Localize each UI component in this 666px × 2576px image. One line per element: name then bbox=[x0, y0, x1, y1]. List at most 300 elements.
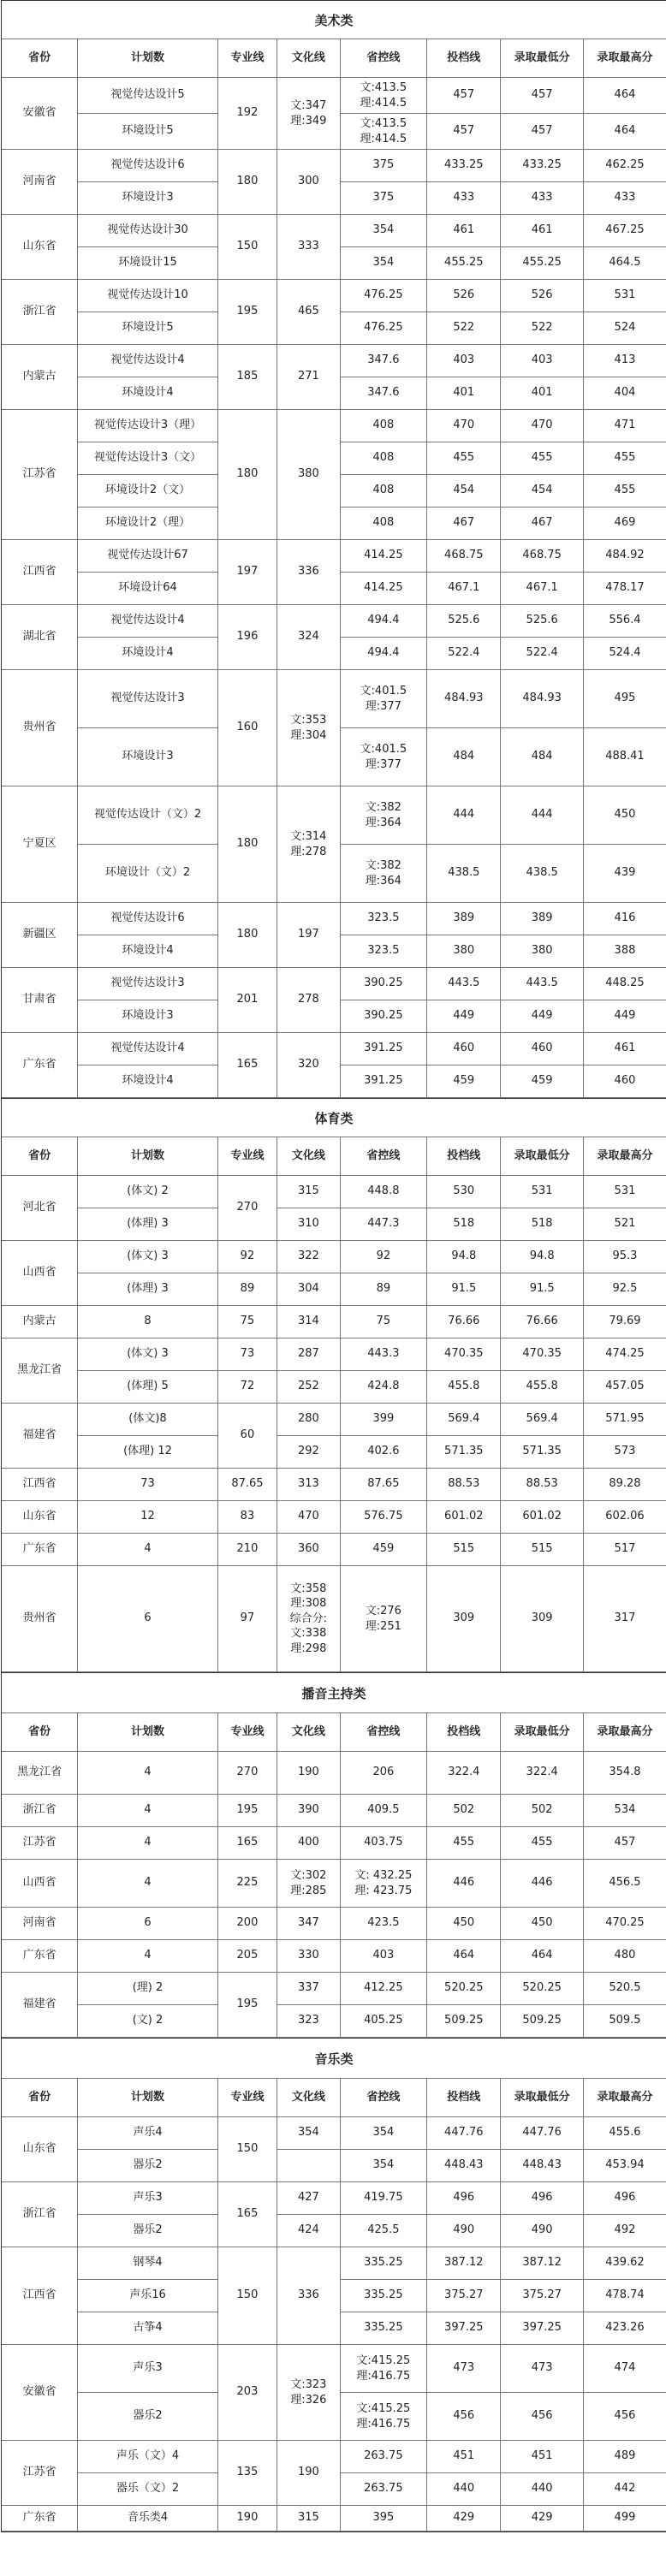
cast-line-cell: 467 bbox=[427, 507, 501, 540]
max-score-cell: 469 bbox=[583, 507, 666, 540]
plan-cell: 4 bbox=[78, 1860, 217, 1908]
plan-cell: 环境设计64 bbox=[78, 573, 217, 605]
column-header: 文化线 bbox=[277, 1713, 340, 1752]
max-score-cell: 484.92 bbox=[583, 540, 666, 573]
culture-line-cell: 197 bbox=[277, 903, 340, 968]
cast-line-cell: 473 bbox=[427, 2345, 501, 2393]
plan-cell: 器乐（文）2 bbox=[78, 2473, 217, 2506]
min-score-cell: 403 bbox=[501, 345, 584, 377]
cast-line-cell: 601.02 bbox=[427, 1501, 501, 1534]
control-line-cell: 文:401.5 理:377 bbox=[340, 670, 427, 728]
culture-line-cell: 文:347 理:349 bbox=[277, 78, 340, 150]
min-score-cell: 387.12 bbox=[501, 2247, 584, 2280]
max-score-cell: 449 bbox=[583, 1000, 666, 1033]
column-header: 省控线 bbox=[340, 1137, 427, 1176]
table-row bbox=[2, 605, 666, 638]
province-cell: 浙江省 bbox=[2, 280, 78, 345]
control-line-cell: 文:276 理:251 bbox=[340, 1566, 427, 1672]
culture-line-cell: 360 bbox=[277, 1534, 340, 1566]
min-score-cell: 451 bbox=[501, 2441, 584, 2473]
plan-cell: 环境设计3 bbox=[78, 1000, 217, 1033]
table-row bbox=[2, 410, 666, 442]
plan-cell: 4 bbox=[78, 1827, 217, 1860]
table-row bbox=[2, 1273, 666, 1306]
table-row bbox=[2, 345, 666, 377]
culture-line-cell: 427 bbox=[277, 2182, 340, 2215]
culture-line-cell: 380 bbox=[277, 410, 340, 540]
province-cell: 山东省 bbox=[2, 215, 78, 280]
culture-line-cell: 336 bbox=[277, 540, 340, 605]
plan-cell: (体理) 3 bbox=[78, 1208, 217, 1241]
cast-line-cell: 322.4 bbox=[427, 1752, 501, 1795]
cast-line-cell: 509.25 bbox=[427, 2005, 501, 2038]
max-score-cell: 464 bbox=[583, 78, 666, 114]
cast-line-cell: 438.5 bbox=[427, 845, 501, 903]
major-line-cell: 270 bbox=[217, 1176, 277, 1241]
major-line-cell: 87.65 bbox=[217, 1469, 277, 1501]
min-score-cell: 389 bbox=[501, 903, 584, 935]
max-score-cell: 499 bbox=[583, 2506, 666, 2531]
cast-line-cell: 502 bbox=[427, 1795, 501, 1827]
control-line-cell: 文: 432.25 理: 423.75 bbox=[340, 1860, 427, 1908]
control-line-cell: 354 bbox=[340, 215, 427, 247]
control-line-cell: 文:401.5 理:377 bbox=[340, 728, 427, 786]
major-line-cell: 92 bbox=[217, 1241, 277, 1273]
control-line-cell: 文:413.5 理:414.5 bbox=[340, 78, 427, 114]
province-cell: 广东省 bbox=[2, 1033, 78, 1098]
cast-line-cell: 444 bbox=[427, 786, 501, 845]
major-line-cell: 150 bbox=[217, 2117, 277, 2182]
control-line-cell: 354 bbox=[340, 2150, 427, 2182]
control-line-cell: 419.75 bbox=[340, 2182, 427, 2215]
major-line-cell: 190 bbox=[217, 2506, 277, 2531]
column-header: 投档线 bbox=[427, 39, 501, 78]
control-line-cell: 263.75 bbox=[340, 2473, 427, 2506]
max-score-cell: 471 bbox=[583, 410, 666, 442]
plan-cell: 古筝4 bbox=[78, 2312, 217, 2345]
plan-cell: (体文)8 bbox=[78, 1404, 217, 1436]
major-line-cell: 75 bbox=[217, 1306, 277, 1338]
control-line-cell: 263.75 bbox=[340, 2441, 427, 2473]
max-score-cell: 478.74 bbox=[583, 2280, 666, 2312]
control-line-cell: 390.25 bbox=[340, 1000, 427, 1033]
province-cell: 山东省 bbox=[2, 1501, 78, 1534]
cast-line-cell: 88.53 bbox=[427, 1469, 501, 1501]
cast-line-cell: 457 bbox=[427, 114, 501, 150]
control-line-cell: 文:413.5 理:414.5 bbox=[340, 114, 427, 150]
header-row bbox=[2, 1137, 666, 1176]
column-header: 省份 bbox=[2, 1137, 78, 1176]
control-line-cell: 476.25 bbox=[340, 312, 427, 345]
plan-cell: 视觉传达设计6 bbox=[78, 150, 217, 182]
table-row bbox=[2, 2005, 666, 2038]
culture-line-cell: 337 bbox=[277, 1973, 340, 2005]
cast-line-cell: 440 bbox=[427, 2473, 501, 2506]
province-cell: 湖北省 bbox=[2, 605, 78, 670]
control-line-cell: 文:382 理:364 bbox=[340, 786, 427, 845]
control-line-cell: 文:415.25 理:416.75 bbox=[340, 2393, 427, 2441]
plan-cell: 器乐2 bbox=[78, 2215, 217, 2247]
min-score-cell: 461 bbox=[501, 215, 584, 247]
cast-line-cell: 522 bbox=[427, 312, 501, 345]
culture-line-cell: 322 bbox=[277, 1241, 340, 1273]
culture-line-cell: 347 bbox=[277, 1908, 340, 1940]
table-row bbox=[2, 1338, 666, 1371]
control-line-cell: 87.65 bbox=[340, 1469, 427, 1501]
table-row bbox=[2, 1860, 666, 1908]
table-row bbox=[2, 1404, 666, 1436]
min-score-cell: 447.76 bbox=[501, 2117, 584, 2150]
plan-cell: (理) 2 bbox=[78, 1973, 217, 2005]
culture-line-cell: 424 bbox=[277, 2215, 340, 2247]
cast-line-cell: 433 bbox=[427, 182, 501, 215]
culture-line-cell: 190 bbox=[277, 1752, 340, 1795]
plan-cell: 12 bbox=[78, 1501, 217, 1534]
major-line-cell: 165 bbox=[217, 1033, 277, 1098]
column-header: 文化线 bbox=[277, 2079, 340, 2117]
column-header: 文化线 bbox=[277, 1137, 340, 1176]
culture-line-cell: 465 bbox=[277, 280, 340, 345]
table-row bbox=[2, 1973, 666, 2005]
province-cell: 内蒙古 bbox=[2, 345, 78, 410]
plan-cell: 视觉传达设计3（理） bbox=[78, 410, 217, 442]
section-title: 体育类 bbox=[2, 1098, 666, 1137]
cast-line-cell: 447.76 bbox=[427, 2117, 501, 2150]
cast-line-cell: 450 bbox=[427, 1908, 501, 1940]
column-header: 录取最高分 bbox=[583, 2079, 666, 2117]
control-line-cell: 408 bbox=[340, 410, 427, 442]
control-line-cell: 494.4 bbox=[340, 605, 427, 638]
control-line-cell: 92 bbox=[340, 1241, 427, 1273]
cast-line-cell: 433.25 bbox=[427, 150, 501, 182]
culture-line-cell: 文:353 理:304 bbox=[277, 670, 340, 786]
plan-cell: 73 bbox=[78, 1469, 217, 1501]
plan-cell: 器乐2 bbox=[78, 2150, 217, 2182]
max-score-cell: 404 bbox=[583, 377, 666, 410]
plan-cell: 视觉传达设计67 bbox=[78, 540, 217, 573]
control-line-cell: 448.8 bbox=[340, 1176, 427, 1208]
column-header: 专业线 bbox=[217, 39, 277, 78]
culture-line-cell: 313 bbox=[277, 1469, 340, 1501]
culture-line-cell: 470 bbox=[277, 1501, 340, 1534]
min-score-cell: 459 bbox=[501, 1065, 584, 1098]
control-line-cell: 399 bbox=[340, 1404, 427, 1436]
major-line-cell: 195 bbox=[217, 280, 277, 345]
control-line-cell: 424.8 bbox=[340, 1371, 427, 1404]
min-score-cell: 401 bbox=[501, 377, 584, 410]
column-header: 计划数 bbox=[78, 2079, 217, 2117]
column-header: 省控线 bbox=[340, 2079, 427, 2117]
province-cell: 贵州省 bbox=[2, 670, 78, 786]
min-score-cell: 502 bbox=[501, 1795, 584, 1827]
major-line-cell: 270 bbox=[217, 1752, 277, 1795]
cast-line-cell: 91.5 bbox=[427, 1273, 501, 1306]
province-cell: 山东省 bbox=[2, 2117, 78, 2182]
max-score-cell: 456 bbox=[583, 2393, 666, 2441]
min-score-cell: 515 bbox=[501, 1534, 584, 1566]
major-line-cell: 203 bbox=[217, 2345, 277, 2441]
min-score-cell: 484.93 bbox=[501, 670, 584, 728]
cast-line-cell: 309 bbox=[427, 1566, 501, 1672]
major-line-cell: 195 bbox=[217, 1795, 277, 1827]
header-row bbox=[2, 39, 666, 78]
min-score-cell: 433 bbox=[501, 182, 584, 215]
culture-line-cell: 292 bbox=[277, 1436, 340, 1469]
culture-line-cell: 390 bbox=[277, 1795, 340, 1827]
min-score-cell: 455 bbox=[501, 1827, 584, 1860]
column-header: 省份 bbox=[2, 2079, 78, 2117]
min-score-cell: 322.4 bbox=[501, 1752, 584, 1795]
min-score-cell: 448.43 bbox=[501, 2150, 584, 2182]
table-row bbox=[2, 2345, 666, 2393]
min-score-cell: 456 bbox=[501, 2393, 584, 2441]
min-score-cell: 531 bbox=[501, 1176, 584, 1208]
min-score-cell: 526 bbox=[501, 280, 584, 312]
plan-cell: 视觉传达设计6 bbox=[78, 903, 217, 935]
culture-line-cell: 文:323 理:326 bbox=[277, 2345, 340, 2441]
max-score-cell: 448.25 bbox=[583, 968, 666, 1000]
plan-cell: (体文) 3 bbox=[78, 1241, 217, 1273]
table-row bbox=[2, 1033, 666, 1065]
major-line-cell: 205 bbox=[217, 1940, 277, 1973]
score-table bbox=[2, 39, 666, 1098]
plan-cell: (体理) 3 bbox=[78, 1273, 217, 1306]
major-line-cell: 150 bbox=[217, 215, 277, 280]
plan-cell: 视觉传达设计4 bbox=[78, 605, 217, 638]
control-line-cell: 447.3 bbox=[340, 1208, 427, 1241]
control-line-cell: 403 bbox=[340, 1940, 427, 1973]
max-score-cell: 489 bbox=[583, 2441, 666, 2473]
plan-cell: 8 bbox=[78, 1306, 217, 1338]
min-score-cell: 601.02 bbox=[501, 1501, 584, 1534]
column-header: 录取最低分 bbox=[501, 1713, 584, 1752]
max-score-cell: 520.5 bbox=[583, 1973, 666, 2005]
min-score-cell: 467 bbox=[501, 507, 584, 540]
column-header: 投档线 bbox=[427, 1137, 501, 1176]
max-score-cell: 531 bbox=[583, 1176, 666, 1208]
culture-line-cell: 323 bbox=[277, 2005, 340, 2038]
culture-line-cell: 354 bbox=[277, 2117, 340, 2150]
section-title: 美术类 bbox=[2, 0, 666, 39]
cast-line-cell: 375.27 bbox=[427, 2280, 501, 2312]
table-row bbox=[2, 1241, 666, 1273]
min-score-cell: 454 bbox=[501, 475, 584, 507]
table-row bbox=[2, 2506, 666, 2531]
table-row bbox=[2, 2150, 666, 2182]
control-line-cell: 335.25 bbox=[340, 2280, 427, 2312]
max-score-cell: 433 bbox=[583, 182, 666, 215]
min-score-cell: 443.5 bbox=[501, 968, 584, 1000]
province-cell: 福建省 bbox=[2, 1404, 78, 1469]
score-table bbox=[2, 1712, 666, 2038]
min-score-cell: 470 bbox=[501, 410, 584, 442]
plan-cell: 钢琴4 bbox=[78, 2247, 217, 2280]
plan-cell: 4 bbox=[78, 1940, 217, 1973]
cast-line-cell: 526 bbox=[427, 280, 501, 312]
major-line-cell: 89 bbox=[217, 1273, 277, 1306]
max-score-cell: 455 bbox=[583, 475, 666, 507]
min-score-cell: 455.25 bbox=[501, 247, 584, 280]
cast-line-cell: 470.35 bbox=[427, 1338, 501, 1371]
cast-line-cell: 457 bbox=[427, 78, 501, 114]
column-header: 计划数 bbox=[78, 1713, 217, 1752]
max-score-cell: 89.28 bbox=[583, 1469, 666, 1501]
cast-line-cell: 449 bbox=[427, 1000, 501, 1033]
cast-line-cell: 467.1 bbox=[427, 573, 501, 605]
column-header: 省控线 bbox=[340, 1713, 427, 1752]
section-title: 音乐类 bbox=[2, 2038, 666, 2078]
province-cell: 广东省 bbox=[2, 2506, 78, 2531]
cast-line-cell: 455 bbox=[427, 1827, 501, 1860]
min-score-cell: 450 bbox=[501, 1908, 584, 1940]
cast-line-cell: 389 bbox=[427, 903, 501, 935]
control-line-cell: 476.25 bbox=[340, 280, 427, 312]
table-row bbox=[2, 786, 666, 845]
table-row bbox=[2, 1436, 666, 1469]
min-score-cell: 467.1 bbox=[501, 573, 584, 605]
culture-line-cell: 304 bbox=[277, 1273, 340, 1306]
plan-cell: 环境设计2（文） bbox=[78, 475, 217, 507]
plan-cell: 视觉传达设计3 bbox=[78, 968, 217, 1000]
plan-cell: 4 bbox=[78, 1795, 217, 1827]
min-score-cell: 449 bbox=[501, 1000, 584, 1033]
admission-scores-document bbox=[1, 0, 666, 2532]
control-line-cell: 391.25 bbox=[340, 1033, 427, 1065]
major-line-cell: 200 bbox=[217, 1908, 277, 1940]
min-score-cell: 470.35 bbox=[501, 1338, 584, 1371]
plan-cell: 6 bbox=[78, 1908, 217, 1940]
cast-line-cell: 443.5 bbox=[427, 968, 501, 1000]
plan-cell: 4 bbox=[78, 1752, 217, 1795]
control-line-cell: 335.25 bbox=[340, 2247, 427, 2280]
province-cell: 黑龙江省 bbox=[2, 1338, 78, 1404]
plan-cell: 环境设计5 bbox=[78, 114, 217, 150]
cast-line-cell: 94.8 bbox=[427, 1241, 501, 1273]
table-row bbox=[2, 1566, 666, 1672]
control-line-cell: 414.25 bbox=[340, 573, 427, 605]
cast-line-cell: 522.4 bbox=[427, 638, 501, 670]
province-cell: 福建省 bbox=[2, 1973, 78, 2038]
min-score-cell: 446 bbox=[501, 1860, 584, 1908]
min-score-cell: 484 bbox=[501, 728, 584, 786]
plan-cell: 视觉传达设计10 bbox=[78, 280, 217, 312]
max-score-cell: 474 bbox=[583, 2345, 666, 2393]
cast-line-cell: 455.25 bbox=[427, 247, 501, 280]
cast-line-cell: 401 bbox=[427, 377, 501, 410]
min-score-cell: 522.4 bbox=[501, 638, 584, 670]
culture-line-cell: 400 bbox=[277, 1827, 340, 1860]
plan-cell: 4 bbox=[78, 1534, 217, 1566]
cast-line-cell: 571.35 bbox=[427, 1436, 501, 1469]
culture-line-cell: 310 bbox=[277, 1208, 340, 1241]
plan-cell: 声乐3 bbox=[78, 2182, 217, 2215]
max-score-cell: 488.41 bbox=[583, 728, 666, 786]
control-line-cell: 354 bbox=[340, 2117, 427, 2150]
cast-line-cell: 520.25 bbox=[427, 1973, 501, 2005]
max-score-cell: 79.69 bbox=[583, 1306, 666, 1338]
major-line-cell: 180 bbox=[217, 150, 277, 215]
province-cell: 江西省 bbox=[2, 1469, 78, 1501]
control-line-cell: 375 bbox=[340, 150, 427, 182]
control-line-cell: 408 bbox=[340, 507, 427, 540]
plan-cell: 环境设计3 bbox=[78, 728, 217, 786]
province-cell: 江苏省 bbox=[2, 1827, 78, 1860]
major-line-cell: 180 bbox=[217, 903, 277, 968]
culture-line-cell: 314 bbox=[277, 1306, 340, 1338]
control-line-cell: 335.25 bbox=[340, 2312, 427, 2345]
cast-line-cell: 468.75 bbox=[427, 540, 501, 573]
major-line-cell: 210 bbox=[217, 1534, 277, 1566]
min-score-cell: 522 bbox=[501, 312, 584, 345]
cast-line-cell: 76.66 bbox=[427, 1306, 501, 1338]
max-score-cell: 439 bbox=[583, 845, 666, 903]
plan-cell: 器乐2 bbox=[78, 2393, 217, 2441]
cast-line-cell: 569.4 bbox=[427, 1404, 501, 1436]
control-line-cell: 412.25 bbox=[340, 1973, 427, 2005]
plan-cell: 视觉传达设计4 bbox=[78, 345, 217, 377]
cast-line-cell: 464 bbox=[427, 1940, 501, 1973]
plan-cell: 音乐类4 bbox=[78, 2506, 217, 2531]
cast-line-cell: 490 bbox=[427, 2215, 501, 2247]
column-header: 省份 bbox=[2, 39, 78, 78]
plan-cell: 视觉传达设计30 bbox=[78, 215, 217, 247]
province-cell: 山西省 bbox=[2, 1860, 78, 1908]
max-score-cell: 573 bbox=[583, 1436, 666, 1469]
province-cell: 广东省 bbox=[2, 1940, 78, 1973]
control-line-cell: 423.5 bbox=[340, 1908, 427, 1940]
max-score-cell: 462.25 bbox=[583, 150, 666, 182]
max-score-cell: 531 bbox=[583, 280, 666, 312]
plan-cell: 视觉传达设计3 bbox=[78, 670, 217, 728]
plan-cell: (体文) 3 bbox=[78, 1338, 217, 1371]
plan-cell: 视觉传达设计3（文） bbox=[78, 442, 217, 475]
min-score-cell: 496 bbox=[501, 2182, 584, 2215]
cast-line-cell: 461 bbox=[427, 215, 501, 247]
max-score-cell: 517 bbox=[583, 1534, 666, 1566]
plan-cell: 环境设计2（理） bbox=[78, 507, 217, 540]
cast-line-cell: 518 bbox=[427, 1208, 501, 1241]
plan-cell: 环境设计4 bbox=[78, 377, 217, 410]
column-header: 专业线 bbox=[217, 1137, 277, 1176]
max-score-cell: 95.3 bbox=[583, 1241, 666, 1273]
major-line-cell: 83 bbox=[217, 1501, 277, 1534]
min-score-cell: 444 bbox=[501, 786, 584, 845]
province-cell: 山西省 bbox=[2, 1241, 78, 1306]
plan-cell: 环境设计4 bbox=[78, 638, 217, 670]
max-score-cell: 450 bbox=[583, 786, 666, 845]
column-header: 专业线 bbox=[217, 1713, 277, 1752]
control-line-cell: 459 bbox=[340, 1534, 427, 1566]
table-row bbox=[2, 78, 666, 114]
table-row bbox=[2, 903, 666, 935]
major-line-cell: 185 bbox=[217, 345, 277, 410]
table-row bbox=[2, 1752, 666, 1795]
max-score-cell: 509.5 bbox=[583, 2005, 666, 2038]
max-score-cell: 492 bbox=[583, 2215, 666, 2247]
culture-line-cell: 287 bbox=[277, 1338, 340, 1371]
cast-line-cell: 380 bbox=[427, 935, 501, 968]
max-score-cell: 478.17 bbox=[583, 573, 666, 605]
column-header: 录取最低分 bbox=[501, 39, 584, 78]
major-line-cell: 180 bbox=[217, 786, 277, 903]
plan-cell: 声乐3 bbox=[78, 2345, 217, 2393]
province-cell: 内蒙古 bbox=[2, 1306, 78, 1338]
min-score-cell: 571.35 bbox=[501, 1436, 584, 1469]
min-score-cell: 490 bbox=[501, 2215, 584, 2247]
column-header: 录取最高分 bbox=[583, 1713, 666, 1752]
cast-line-cell: 470 bbox=[427, 410, 501, 442]
column-header: 计划数 bbox=[78, 39, 217, 78]
